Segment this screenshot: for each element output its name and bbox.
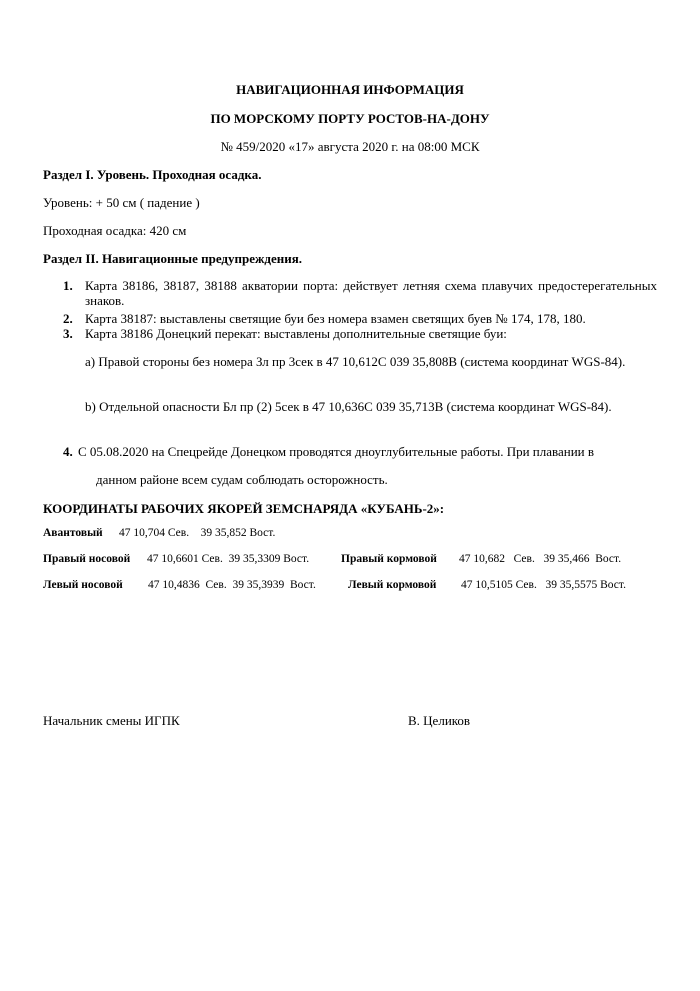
anchor-avant-label: Авантовый: [43, 527, 103, 539]
water-level: Уровень: + 50 см ( падение ): [43, 195, 200, 210]
warning-3-text: Карта 38186 Донецкий перекат: выставлены дополнительные светящие буи:: [85, 326, 507, 341]
title-line-2: ПО МОРСКОМУ ПОРТУ РОСТОВ-НА-ДОНУ: [210, 111, 490, 126]
anchor-right-stern-coords: 47 10,682 Сев. 39 35,466 Вост.: [459, 553, 622, 565]
warning-1-text: Карта 38186, 38187, 38188 акватории порта: действует летняя схема плавучих предостерегательных знаков.: [85, 278, 657, 308]
anchor-right-bow-label: Правый носовой: [43, 553, 131, 565]
warning-4-text-line-1: С 05.08.2020 на Спецрейде Донецком проводятся дноуглубительные работы. При плавании в: [78, 444, 595, 459]
anchors-heading: КООРДИНАТЫ РАБОЧИХ ЯКОРЕЙ ЗЕМСНАРЯДА «КУБАНЬ-2»:: [43, 501, 445, 516]
anchor-left-stern-coords: 47 10,5105 Сев. 39 35,5575 Вост.: [461, 579, 626, 591]
section-2-heading: Раздел II. Навигационные предупреждения.: [43, 251, 303, 266]
anchor-left-bow-coords: 47 10,4836 Сев. 39 35,3939 Вост.: [148, 579, 316, 591]
anchor-left-stern-label: Левый кормовой: [348, 579, 437, 591]
anchor-right-bow-coords: 47 10,6601 Сев. 39 35,3309 Вост.: [147, 553, 310, 565]
warning-4-text-line-2: данном районе всем судам соблюдать осторожность.: [96, 472, 388, 487]
anchor-avant-coords: 47 10,704 Сев. 39 35,852 Вост.: [119, 527, 276, 539]
warning-3-buoy-b: b) Отдельной опасности Бл пр (2) 5сек в 47 10,636С 039 35,713В (система координат WGS-84).: [85, 399, 612, 414]
title-line-1: НАВИГАЦИОННАЯ ИНФОРМАЦИЯ: [236, 82, 464, 97]
section-1-heading: Раздел I. Уровень. Проходная осадка.: [43, 167, 262, 182]
bulletin-number-date: № 459/2020 «17» августа 2020 г. на 08:00 МСК: [220, 139, 480, 154]
warning-3-buoy-a: a) Правой стороны без номера Зл пр 3сек в 47 10,612С 039 35,808В (система координат WGS-84).: [85, 354, 626, 369]
warning-2-text: Карта 38187: выставлены светящие буи без номера взамен светящих буев № 174, 178, 180.: [85, 311, 586, 326]
warning-1-number: 1.: [63, 278, 73, 293]
warning-3-number: 3.: [63, 326, 73, 341]
warning-2-number: 2.: [63, 311, 73, 326]
warning-4-number: 4.: [63, 444, 73, 459]
signatory-name: В. Целиков: [408, 713, 471, 728]
anchor-left-bow-label: Левый носовой: [43, 579, 123, 591]
passing-draft: Проходная осадка: 420 см: [43, 223, 187, 238]
signatory-position: Начальник смены ИГПК: [43, 713, 180, 728]
anchor-right-stern-label: Правый кормовой: [341, 553, 437, 565]
